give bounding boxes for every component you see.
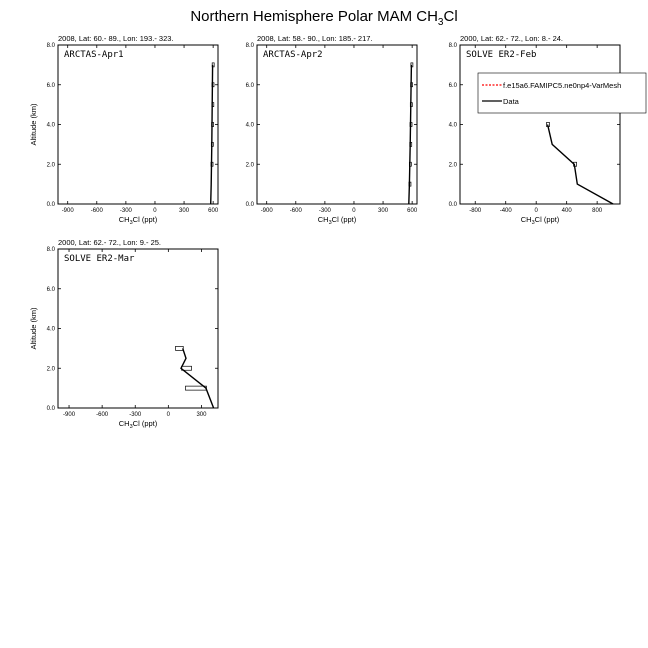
y-tick-label: 4.0 (245, 122, 254, 129)
x-tick-label: 0 (166, 412, 171, 418)
y-tick-label: 8.0 (46, 43, 55, 49)
y-tick-label: 8.0 (448, 43, 457, 49)
data-line (548, 125, 614, 205)
chart-panel-3 (449, 34, 646, 226)
y-tick-label: 0.0 (46, 202, 55, 208)
y-tick-label: 4.0 (46, 122, 55, 129)
campaign-label: ARCTAS-Apr2 (263, 50, 323, 60)
y-axis-label: Altitude (km) (29, 307, 38, 350)
x-tick-label: -600 (90, 208, 103, 214)
campaign-label: SOLVE ER2-Mar (64, 254, 135, 264)
x-tick-label: -600 (289, 208, 302, 214)
x-tick-label: 600 (208, 208, 219, 214)
legend-label: f.e15a6.FAMIPC5.ne0np4-VarMesh (503, 81, 622, 90)
x-axis-label: $CH_3Cl$ (ppt) (118, 419, 158, 430)
x-tick-label: -300 (318, 208, 331, 214)
range-box (176, 346, 184, 350)
x-tick-label: 600 (407, 208, 418, 214)
title-text: Northern Hemisphere Polar MAM CH (190, 8, 438, 25)
legend-label: Data (503, 97, 519, 106)
panel-header: 2000, Lat: 62.- 72., Lon: 9.- 25. (58, 238, 161, 247)
chart-panel-2 (246, 34, 418, 226)
x-tick-label: -300 (129, 412, 142, 418)
y-tick-label: 8.0 (245, 43, 254, 49)
plot-frame (257, 45, 417, 204)
chart-panel-1 (29, 34, 219, 226)
y-tick-label: 6.0 (46, 82, 55, 89)
chart-panel-4 (29, 238, 218, 430)
y-tick-label: 0.0 (245, 202, 254, 208)
y-tick-label: 6.0 (46, 286, 55, 293)
campaign-label: SOLVE ER2-Feb (466, 50, 537, 60)
x-tick-label: 300 (179, 208, 190, 214)
x-tick-label: -300 (119, 208, 132, 214)
y-tick-label: 6.0 (448, 82, 457, 89)
plot-frame (460, 45, 620, 204)
x-tick-label: -900 (63, 412, 76, 418)
y-tick-label: 2.0 (245, 162, 254, 169)
x-tick-label: 0 (534, 208, 538, 214)
title-text-end: Cl (443, 8, 458, 25)
x-tick-label: -800 (469, 208, 482, 214)
legend-box (478, 73, 646, 113)
x-axis-label: $CH_3Cl$ (ppt) (118, 215, 158, 226)
y-tick-label: 4.0 (46, 326, 55, 333)
plot-frame (58, 45, 218, 204)
y-tick-label: 0.0 (448, 202, 457, 208)
y-axis-label: Altitude (km) (29, 103, 38, 146)
panel-header: 2008, Lat: 58.- 90., Lon: 185.- 217. (257, 34, 373, 43)
y-tick-label: 8.0 (46, 247, 55, 253)
x-tick-label: 300 (196, 412, 207, 418)
x-tick-label: -400 (499, 208, 512, 214)
x-axis-label: $CH_3Cl$ (ppt) (317, 215, 357, 226)
plot-frame (58, 249, 218, 408)
x-tick-label: 300 (378, 208, 389, 214)
title-subscript: 3 (437, 17, 444, 28)
panel-header: 2000, Lat: 62.- 72., Lon: 8.- 24. (460, 34, 563, 43)
x-tick-label: -900 (260, 208, 273, 214)
panel-header: 2008, Lat: 60.- 89., Lon: 193.- 323. (58, 34, 174, 43)
x-tick-label: 400 (561, 208, 572, 214)
data-line (181, 348, 214, 408)
x-axis-label: $CH_3Cl$ (ppt) (520, 215, 560, 226)
y-tick-label: 2.0 (448, 162, 457, 169)
x-tick-label: 800 (592, 208, 603, 214)
y-tick-label: 0.0 (46, 406, 55, 412)
y-tick-label: 2.0 (46, 162, 55, 169)
x-tick-label: 0 (153, 208, 157, 214)
y-tick-label: 2.0 (46, 366, 55, 373)
campaign-label: ARCTAS-Apr1 (64, 50, 124, 60)
y-tick-label: 4.0 (448, 122, 457, 129)
x-tick-label: -900 (61, 208, 74, 214)
x-tick-label: 0 (352, 208, 356, 214)
x-tick-label: -600 (96, 412, 109, 418)
y-tick-label: 6.0 (245, 82, 254, 89)
